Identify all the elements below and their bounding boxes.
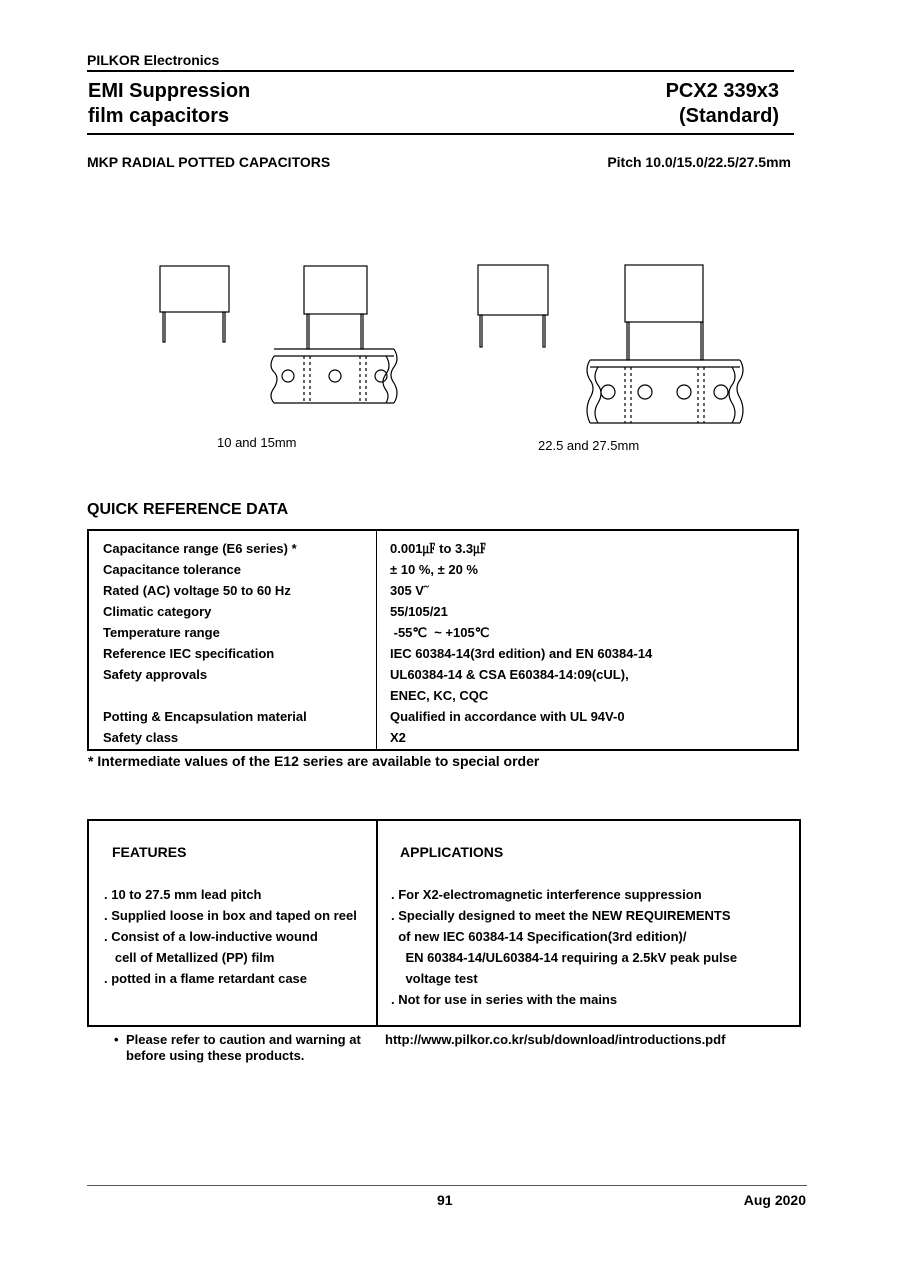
- qr-label: Capacitance tolerance: [103, 562, 242, 577]
- qr-value: Qualified in accordance with UL 94V-0: [390, 709, 625, 724]
- qr-value: ± 10 %, ± 20 %: [390, 562, 478, 577]
- header-top-rule: [87, 70, 794, 72]
- pitch-spec: Pitch 10.0/15.0/22.5/27.5mm: [607, 154, 791, 170]
- product-type: MKP RADIAL POTTED CAPACITORS: [87, 154, 331, 170]
- product-title-line1: EMI Suppression: [88, 80, 251, 102]
- feature-item: . Supplied loose in box and taped on reel: [104, 908, 357, 923]
- table-divider: [376, 531, 377, 749]
- qr-label: Safety class: [103, 730, 179, 745]
- product-title: [88, 79, 250, 129]
- features-applications-box: [87, 819, 801, 1027]
- application-item: . For X2-electromagnetic interference suppression: [391, 887, 702, 902]
- qr-label: Climatic category: [103, 604, 212, 619]
- caution-bullet: •: [114, 1032, 119, 1047]
- model-line1: PCX2 339x3: [665, 80, 779, 102]
- qr-label: Safety approvals: [103, 667, 208, 682]
- model-number: [666, 79, 779, 129]
- qr-label: Potting & Encapsulation material: [103, 709, 307, 724]
- small-capacitor-taped-drawing: [271, 266, 397, 403]
- caption-large-pitch: 22.5 and 27.5mm: [538, 438, 640, 453]
- qr-value: -55℃ ~ +105℃: [390, 625, 490, 640]
- qr-value: UL60384-14 & CSA E60384-14:09(cUL),: [390, 667, 629, 682]
- feature-item: cell of Metallized (PP) film: [104, 950, 275, 965]
- qr-value: 305 V˜: [390, 583, 429, 598]
- qr-label: Reference IEC specification: [103, 646, 275, 661]
- caution-line1: Please refer to caution and warning at: [126, 1032, 361, 1047]
- applications-list: [391, 884, 737, 1010]
- application-item: . Specially designed to meet the NEW REQUIREMENTS: [391, 908, 731, 923]
- header-bottom-rule: [87, 133, 794, 135]
- application-item: of new IEC 60384-14 Specification(3rd edition)/: [391, 929, 687, 944]
- qr-value: X2: [390, 730, 406, 745]
- features-list: [104, 884, 357, 989]
- application-item: voltage test: [391, 971, 478, 986]
- qr-value: IEC 60384-14(3rd edition) and EN 60384-14: [390, 646, 653, 661]
- quick-reference-title: QUICK REFERENCE DATA: [87, 501, 289, 518]
- feature-item: . 10 to 27.5 mm lead pitch: [104, 887, 262, 902]
- caution-line2: before using these products.: [126, 1048, 305, 1063]
- capacitor-drawings: [0, 250, 900, 470]
- product-title-line2: film capacitors: [88, 105, 230, 127]
- large-capacitor-loose-drawing: [478, 265, 548, 347]
- qr-label: Rated (AC) voltage 50 to 60 Hz: [103, 583, 291, 598]
- feature-item: . Consist of a low-inductive wound: [104, 929, 318, 944]
- application-item: EN 60384-14/UL60384-14 requiring a 2.5kV peak pulse: [391, 950, 738, 965]
- features-title: FEATURES: [112, 844, 187, 860]
- application-item: . Not for use in series with the mains: [391, 992, 618, 1007]
- page-number: 91: [437, 1192, 453, 1208]
- model-line2: (Standard): [679, 105, 779, 127]
- company-name: PILKOR Electronics: [87, 52, 220, 68]
- caption-small-pitch: 10 and 15mm: [217, 435, 297, 450]
- caution-link[interactable]: http://www.pilkor.co.kr/sub/download/introductions.pdf: [385, 1032, 726, 1047]
- large-capacitor-taped-drawing: [587, 265, 743, 423]
- e12-note: * Intermediate values of the E12 series are available to special order: [88, 753, 540, 769]
- box-divider: [376, 821, 378, 1025]
- caution-text: [126, 1032, 361, 1064]
- qr-value: 55/105/21: [390, 604, 448, 619]
- quick-reference-table: [87, 529, 799, 751]
- qr-value: 0.001㎌ to 3.3㎌: [390, 541, 487, 556]
- feature-item: . potted in a flame retardant case: [104, 971, 308, 986]
- applications-title: APPLICATIONS: [400, 844, 504, 860]
- footer-rule: [87, 1185, 807, 1186]
- publication-date: Aug 2020: [743, 1192, 806, 1208]
- small-capacitor-loose-drawing: [160, 266, 229, 342]
- qr-label: Capacitance range (E6 series) *: [103, 541, 297, 556]
- qr-label: Temperature range: [103, 625, 220, 640]
- qr-value: ENEC, KC, CQC: [390, 688, 489, 703]
